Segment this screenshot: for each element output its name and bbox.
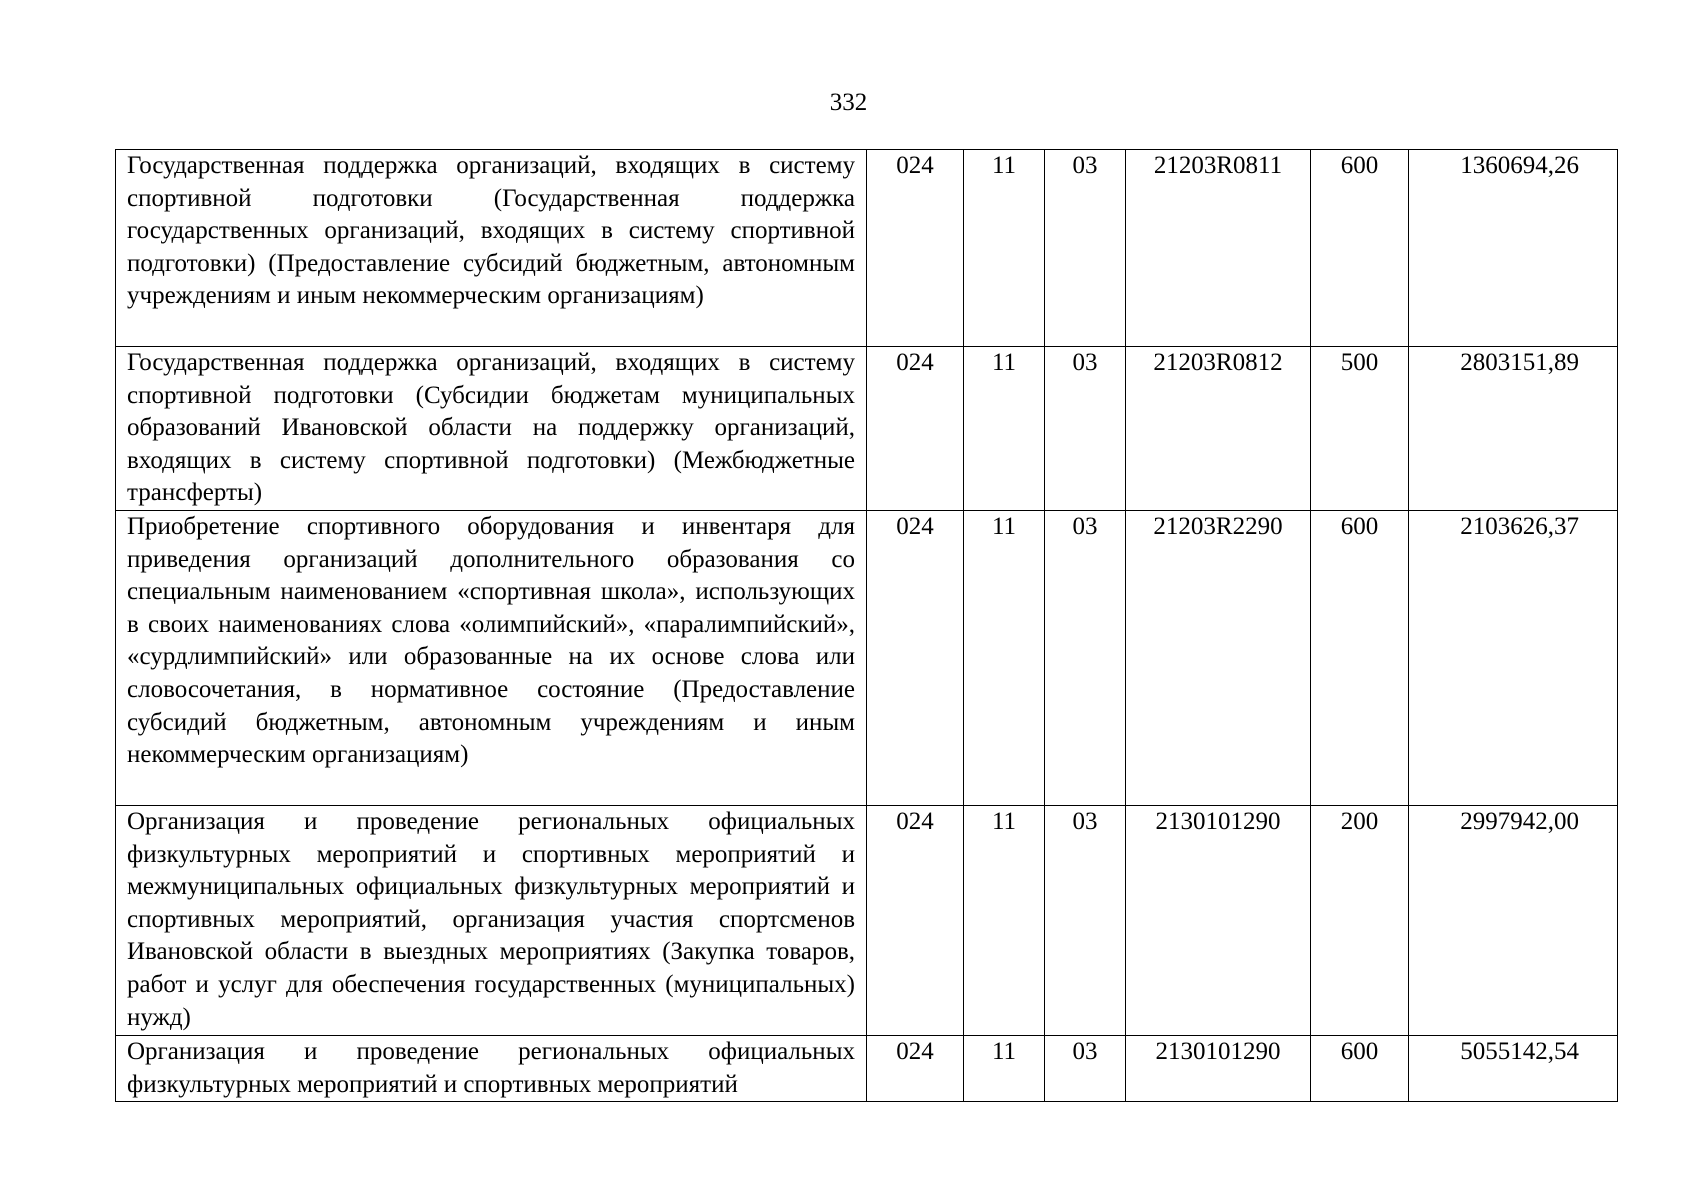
- table-row: [116, 347, 1618, 511]
- expense-type-code: 500: [1311, 347, 1409, 511]
- row-description: Организация и проведение региональных официальных физкультурных мероприятий и спортивных мероприятий и межмуниципальных официальных физкультурных мероприятий и спортивных мероприятий, организация участия спортсменов Ивановской области в выездных мероприятиях (Закупка товаров, работ и услуг для обеспечения государственных (муниципальных) нужд): [116, 806, 867, 1036]
- budget-table: [115, 149, 1618, 1102]
- ministry-code: 024: [867, 806, 964, 1036]
- amount: 2803151,89: [1409, 347, 1618, 511]
- row-description: Приобретение спортивного оборудования и инвентаря для приведения организаций дополнительного образования со специальным наименованием «спортивная школа», использующих в своих наименованиях слова «олимпийский», «паралимпийский», «сурдлимпийский» или образованные на их основе слова или словосочетания, в нормативное состояние (Предоставление субсидий бюджетным, автономным учреждениям и иным некоммерческим организациям): [116, 511, 867, 806]
- expense-type-code: 600: [1311, 150, 1409, 347]
- subsection-code: 03: [1045, 1036, 1126, 1102]
- target-article-code: 21203R0811: [1126, 150, 1311, 347]
- amount: 2997942,00: [1409, 806, 1618, 1036]
- table-row: [116, 150, 1618, 347]
- expense-type-code: 600: [1311, 1036, 1409, 1102]
- ministry-code: 024: [867, 150, 964, 347]
- row-description: Организация и проведение региональных официальных физкультурных мероприятий и спортивных мероприятий: [116, 1036, 867, 1102]
- target-article-code: 21203R0812: [1126, 347, 1311, 511]
- table-row: [116, 511, 1618, 806]
- amount: 2103626,37: [1409, 511, 1618, 806]
- target-article-code: 2130101290: [1126, 806, 1311, 1036]
- expense-type-code: 200: [1311, 806, 1409, 1036]
- amount: 1360694,26: [1409, 150, 1618, 347]
- subsection-code: 03: [1045, 511, 1126, 806]
- subsection-code: 03: [1045, 150, 1126, 347]
- table-row: [116, 1036, 1618, 1102]
- section-code: 11: [964, 347, 1045, 511]
- table-row: [116, 806, 1618, 1036]
- section-code: 11: [964, 1036, 1045, 1102]
- target-article-code: 21203R2290: [1126, 511, 1311, 806]
- ministry-code: 024: [867, 1036, 964, 1102]
- subsection-code: 03: [1045, 806, 1126, 1036]
- subsection-code: 03: [1045, 347, 1126, 511]
- amount: 5055142,54: [1409, 1036, 1618, 1102]
- page-number: 332: [829, 89, 868, 116]
- ministry-code: 024: [867, 511, 964, 806]
- target-article-code: 2130101290: [1126, 1036, 1311, 1102]
- row-description: Государственная поддержка организаций, входящих в систему спортивной подготовки (Государственная поддержка государственных организаций, входящих в систему спортивной подготовки) (Предоставление субсидий бюджетным, автономным учреждениям и иным некоммерческим организациям): [116, 150, 867, 347]
- ministry-code: 024: [867, 347, 964, 511]
- section-code: 11: [964, 806, 1045, 1036]
- section-code: 11: [964, 150, 1045, 347]
- expense-type-code: 600: [1311, 511, 1409, 806]
- row-description: Государственная поддержка организаций, входящих в систему спортивной подготовки (Субсидии бюджетам муниципальных образований Ивановской области на поддержку организаций, входящих в систему спортивной подготовки) (Межбюджетные трансферты): [116, 347, 867, 511]
- section-code: 11: [964, 511, 1045, 806]
